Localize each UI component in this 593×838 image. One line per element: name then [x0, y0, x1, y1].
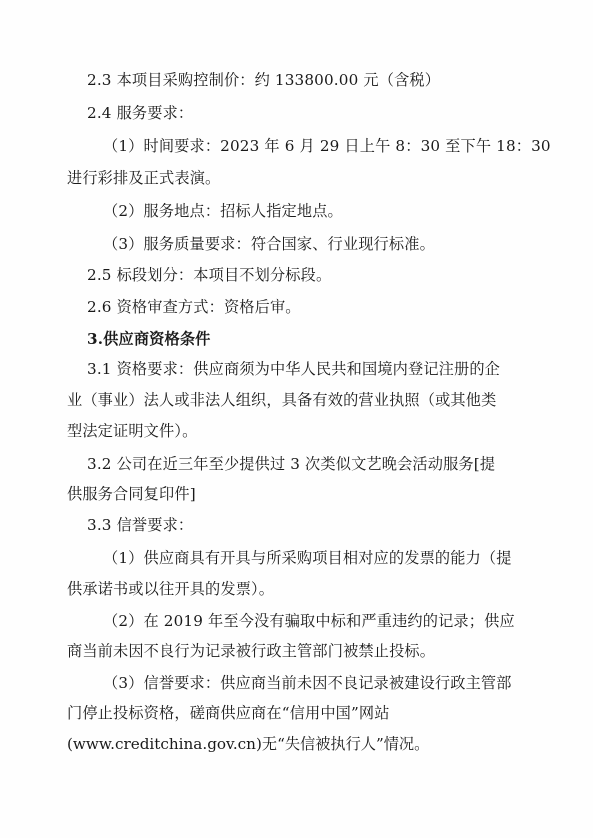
- credit-requirement-line: （3）信誉要求：供应商当前未因不良记录被建设行政主管部: [103, 674, 512, 692]
- service-quality-line: （3）服务质量要求：符合国家、行业现行标准。: [103, 235, 435, 253]
- price-limit-line: 2.3 本项目采购控制价：约 133800.00 元（含税）: [87, 71, 441, 89]
- qualification-requirement-line: 3.1 资格要求：供应商须为中华人民共和国境内登记注册的企: [87, 360, 501, 378]
- invoice-capability-continuation: 供承诺书或以往开具的发票）。: [67, 580, 275, 598]
- qualification-review-line: 2.6 资格审查方式：资格后审。: [87, 298, 301, 316]
- service-location-line: （2）服务地点：招标人指定地点。: [103, 202, 343, 220]
- lot-division-line: 2.5 标段划分：本项目不划分标段。: [87, 266, 332, 284]
- supplier-qualification-heading: 3.供应商资格条件: [87, 330, 211, 348]
- credit-requirements-heading: 3.3 信誉要求：: [87, 516, 194, 534]
- qualification-requirement-continuation-2: 型法定证明文件）。: [67, 422, 198, 440]
- qualification-requirement-continuation-1: 业（事业）法人或非法人组织，具备有效的营业执照（或其他类: [67, 391, 497, 409]
- time-requirement-line: （1）时间要求：2023 年 6 月 29 日上午 8：30 至下午 18：30: [103, 137, 551, 155]
- invoice-capability-line: （1）供应商具有开具与所采购项目相对应的发票的能力（提: [103, 549, 512, 567]
- no-violation-line: （2）在 2019 年至今没有骗取中标和严重违约的记录；供应: [103, 612, 515, 630]
- credit-requirement-continuation-2: (www.creditchina.gov.cn)无“失信被执行人”情况。: [67, 735, 430, 753]
- experience-requirement-line: 3.2 公司在近三年至少提供过 3 次类似文艺晚会活动服务[提: [87, 455, 496, 473]
- service-requirements-heading: 2.4 服务要求：: [87, 104, 194, 122]
- credit-requirement-continuation-1: 门停止投标资格，磋商供应商在“信用中国”网站: [67, 704, 390, 722]
- experience-requirement-continuation: 供服务合同复印件]: [67, 485, 196, 503]
- time-requirement-continuation: 进行彩排及正式表演。: [67, 169, 221, 187]
- no-violation-continuation: 商当前未因不良行为记录被行政主管部门被禁止投标。: [67, 642, 436, 660]
